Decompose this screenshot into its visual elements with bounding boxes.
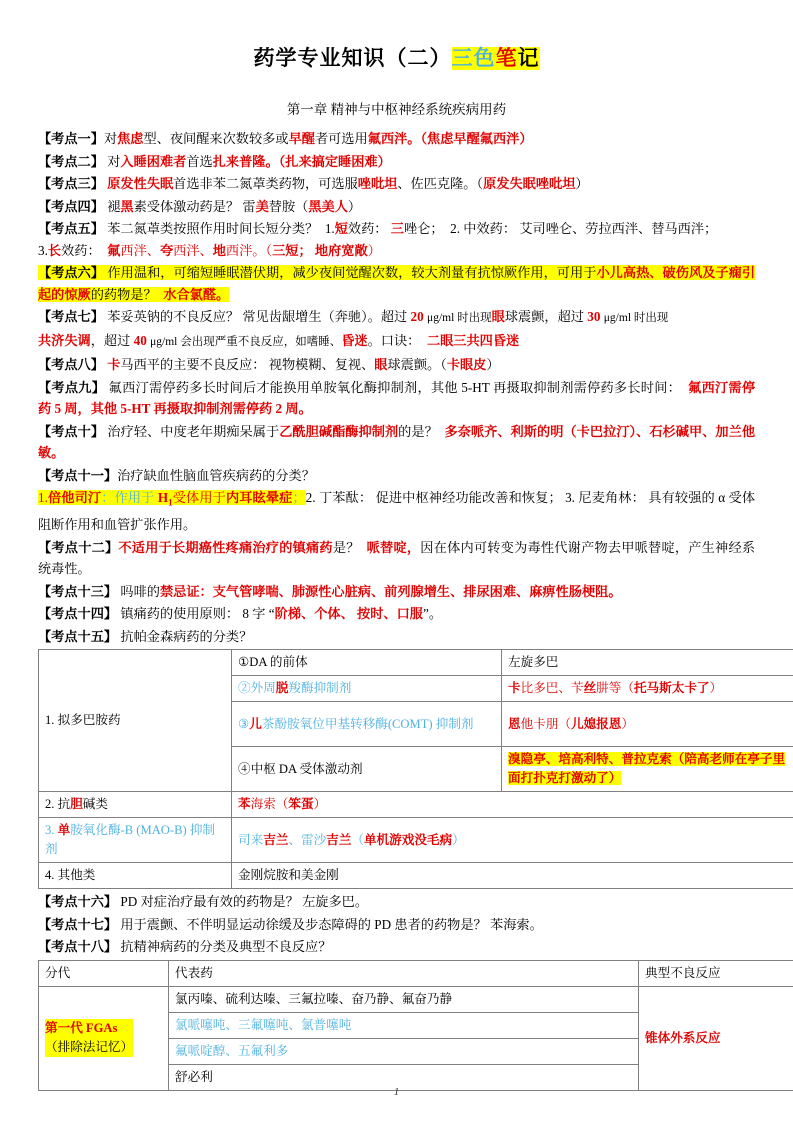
point-2-label: 【考点二】: [38, 153, 104, 169]
point-11: [38, 465, 755, 487]
point-8-text-c: ）: [486, 357, 500, 372]
point-11-text-d: 2. 丁苯酞： 促进中枢神经功能改善和恢复； 3. 尼麦角林： 具有较强的 α 受体阻断作用和血管扩张作用。: [38, 490, 756, 533]
point-7-label: 【考点七】: [38, 309, 104, 324]
t1-sub-2-a: ②外周: [238, 681, 276, 696]
point-11-sep: ；: [292, 490, 306, 505]
page-title: [0, 0, 793, 72]
point-5-em-e: 夸: [159, 242, 174, 258]
point-1-em-a: 焦虑: [117, 131, 144, 146]
point-5-text-i: ）: [367, 242, 381, 258]
point-11-drug: 倍他司汀: [47, 490, 102, 505]
t1-sub-3-em: 儿: [249, 716, 262, 731]
point-1-em-c: 氟西泮。（焦虑早醒氟西泮）: [367, 131, 533, 146]
t1-drug-3-c: ）: [621, 716, 634, 731]
point-1-text-a: 对: [103, 131, 118, 146]
title-accent-group: [452, 47, 540, 70]
t1-drug-6-mnemonic: 单机游戏没毛病: [363, 832, 453, 847]
point-15: [38, 626, 755, 648]
point-7-val-40: 40: [133, 332, 147, 348]
t1-sub-3-a: ③: [238, 716, 250, 731]
point-7-text-a: 苯妥英钠的不良反应？ 常见齿龈增生（奔驰）。超过: [107, 309, 408, 324]
t1-sub-3-b: 茶酚胺氧位甲基转移酶(COMT) 抑制剂: [261, 716, 474, 731]
point-3-em-a: 原发性失眠: [107, 176, 174, 191]
point-7: [38, 306, 755, 353]
point-6-em-a: 小儿高热、破伤风及子痫引起的惊厥: [38, 265, 756, 302]
t1-sub-2-em: 脱: [275, 681, 289, 696]
t2-drug-row-4: 舒必利: [169, 1064, 639, 1090]
point-11-receptor-letter: H: [157, 490, 169, 505]
point-6: [38, 262, 755, 305]
chapter-heading: 第一章 精神与中枢神经系统疾病用药: [286, 102, 507, 117]
point-10-em-b: 多奈哌齐、利斯的明（卡巴拉汀）、石杉碱甲、加兰他敏。: [38, 423, 756, 460]
title-accent-black: 记: [517, 47, 540, 70]
point-4-text-b: 素受体激动药是？ 雷: [133, 198, 256, 214]
t2-gen1-highlight: [45, 1019, 133, 1057]
point-10-text-b: 的是？: [398, 423, 438, 439]
t1-drug-7: 金刚烷胺和美金刚: [232, 863, 793, 889]
point-3-text-a: 首选非苯二氮䓬类药物，可选服: [173, 176, 358, 191]
point-13-label: 【考点十三】: [38, 583, 118, 599]
point-11-text-b: ：作用于: [101, 490, 155, 505]
point-4-text-c: 替胺（: [268, 198, 309, 214]
t1-drug-3-a: 恩: [508, 716, 521, 731]
t1-drug-3-mnemonic: 儿媳报恩: [570, 716, 622, 731]
point-5-text-d: 2. 中效药： 艾司唑仑、劳拉西泮、替马西泮；: [450, 221, 718, 236]
point-3-em-c: 原发失眠唑吡坦: [483, 176, 576, 191]
t1-category-maob: [39, 818, 232, 863]
point-11-receptor: [157, 490, 173, 508]
point-7-text-e: ，超过: [90, 332, 131, 348]
t1-drug-2-c: 丝: [583, 681, 597, 696]
point-7-text-g: 。口诀：: [367, 332, 421, 348]
point-11-indication: 内耳眩晕症: [225, 490, 293, 505]
point-12-em-a: 不适用于长期癌性疼痛治疗的镇痛药: [118, 539, 333, 555]
point-5-em-d: 氟: [107, 242, 121, 258]
t1-drug-5: [232, 792, 793, 818]
t1-drug-5-c: ）: [313, 797, 327, 812]
t1-cat-3-num: 3.: [45, 823, 58, 838]
point-3-em-b: 唑吡坦: [357, 176, 398, 191]
point-2-em-b: 扎来普隆。（扎来搞定睡困难）: [212, 153, 391, 169]
point-15-text-a: 抗帕金森病药的分类？: [120, 628, 253, 644]
t1-drug-6-e: （: [351, 832, 364, 847]
point-5-text-g: 西泮、: [173, 242, 213, 258]
title-accent-cyan: 三色: [451, 47, 496, 70]
point-7-text-f: μg/ml 会出现严重不良反应，如嗜睡、: [150, 335, 342, 348]
t1-drug-6-a: 司来: [238, 832, 264, 847]
point-11-highlight: [38, 490, 306, 508]
point-4-em-a: 黑: [120, 198, 134, 214]
point-14: [38, 603, 755, 625]
point-11-receptor-sub: 1: [168, 497, 173, 508]
point-16-label: 【考点十六】: [38, 894, 118, 910]
t1-drug-4-text: 溴隐亭、培高利特、普拉克索（陪高老师在亭子里面打扑克打激动了）: [508, 752, 786, 786]
t1-category-anticholinergic: [39, 792, 232, 818]
point-12-label: 【考点十二】: [38, 539, 119, 555]
point-9: [38, 377, 755, 420]
point-6-highlight: [38, 265, 755, 302]
point-7-em-c: 昏迷: [341, 332, 368, 348]
point-1-label: 【考点一】: [38, 131, 104, 146]
point-5-em-g: 三短； 地府宽敞: [272, 242, 368, 258]
point-14-text-b: ”。: [423, 606, 443, 622]
point-17: [38, 914, 755, 936]
point-5-text-b: 效药：: [347, 221, 388, 236]
point-6-label: 【考点六】: [38, 265, 105, 280]
point-5-text-e: 效药：: [61, 242, 101, 258]
point-9-text-a: 氟西汀需停药多长时间后才能换用单胺氧化酶抑制剂，其他 5-HT 再摄取抑制剂需停药多长时间：: [108, 379, 682, 395]
point-18-label: 【考点十八】: [38, 939, 118, 955]
point-8-label: 【考点八】: [38, 357, 104, 372]
t1-drug-6-b: 吉兰: [263, 832, 289, 847]
point-7-em-b: 共济失调: [38, 332, 91, 348]
t1-drug-1: 左旋多巴: [502, 650, 793, 676]
t2-generation-1: [39, 986, 169, 1090]
t2-drug-row-1: 氯丙嗪、硫利达嗪、三氟拉嗪、奋乃静、氟奋乃静: [169, 986, 639, 1012]
point-3-text-b: 、佐匹克隆。（: [397, 176, 484, 191]
point-15-label: 【考点十五】: [38, 628, 118, 644]
point-4-text-a: 褪: [107, 198, 121, 214]
point-11-detail: [38, 487, 755, 536]
point-5-label: 【考点五】: [38, 221, 104, 236]
point-12-em-b: 哌替啶，: [366, 539, 421, 555]
point-13: [38, 581, 755, 603]
table-row: [39, 960, 793, 986]
point-7-val-30: 30: [587, 309, 601, 324]
t2-header-drugs: 代表药: [169, 960, 639, 986]
point-16-text: PD 对症治疗最有效的药物是？ 左旋多巴。: [120, 894, 369, 910]
point-17-label: 【考点十七】: [38, 916, 118, 932]
point-9-em-a: 氟西汀需停药 5 周，其他 5-HT 再摄取抑制剂需停药 2 周。: [38, 379, 756, 416]
point-5-em-b: 三: [390, 221, 404, 236]
point-13-em-a: 禁忌证：支气管哮喘、肺源性心脏病、前列腺增生、排尿困难、麻痹性肠梗阻。: [159, 583, 622, 599]
document-body: [0, 128, 793, 1091]
antiparkinson-classification-table: [38, 649, 793, 889]
point-9-label: 【考点九】: [38, 379, 106, 395]
point-14-em-a: 阶梯、个体、 按时、口服: [274, 606, 423, 622]
t2-gen1-note: （排除法记忆）: [45, 1040, 134, 1055]
t1-drug-5-b: 海索（: [250, 797, 289, 812]
t1-category-other: 4. 其他类: [39, 863, 232, 889]
t1-drug-4: [502, 747, 793, 792]
point-4-em-b: 美: [255, 198, 269, 214]
point-3: [38, 173, 755, 195]
table-row: [39, 792, 793, 818]
point-8-text-a: 马西平的主要不良反应： 视物模糊、复视、: [120, 357, 375, 372]
t2-drug-row-2: 氯哌噻吨、三氟噻吨、氯普噻吨: [169, 1012, 639, 1038]
point-5-text-f: 西泮、: [120, 242, 160, 258]
point-10-em-a: 乙酰胆碱酯酶抑制剂: [279, 423, 399, 439]
point-10: [38, 421, 755, 464]
t1-drug-5-mnemonic: 笨蛋: [288, 797, 314, 812]
point-5-text-a: 苯二氮䓬类按照作用时间长短分类？: [107, 221, 319, 236]
point-13-text-a: 吗啡的: [120, 583, 160, 599]
point-5-num-1: 1.: [324, 221, 335, 236]
point-14-label: 【考点十四】: [38, 606, 118, 622]
point-11-text-a: 治疗缺血性脑血管疾病药的分类？: [117, 467, 315, 483]
point-2: [38, 151, 755, 173]
point-16: [38, 891, 755, 913]
point-6-em-b: 水合氯醛。: [163, 286, 230, 302]
point-2-em-a: 入睡困难者: [120, 153, 187, 169]
point-7-val-20: 20: [410, 309, 424, 324]
point-8: [38, 354, 755, 376]
t1-sub-4: ④中枢 DA 受体激动剂: [232, 747, 502, 792]
t1-drug-6-c: 、雷沙: [288, 832, 327, 847]
t1-category-dopaminergic: 1. 拟多巴胺药: [39, 650, 232, 792]
point-3-text-c: ）: [575, 176, 589, 191]
point-12: [38, 537, 755, 580]
point-7-mnemonic: 二眼三共四昏迷: [426, 332, 520, 348]
point-5: [38, 218, 755, 261]
point-5-em-a: 短: [334, 221, 348, 236]
point-4-label: 【考点四】: [38, 198, 104, 214]
table-row: [39, 650, 793, 676]
t1-drug-2-b: 比多巴、苄: [520, 681, 584, 696]
t1-sub-2-b: 羧酶抑制剂: [288, 681, 352, 696]
table-row: [39, 818, 793, 863]
point-11-num-1: 1.: [38, 490, 48, 505]
point-10-label: 【考点十】: [38, 423, 105, 439]
t1-drug-2-e: ）: [709, 681, 723, 696]
point-5-em-c: 长: [47, 242, 62, 258]
t1-drug-3: [502, 702, 793, 747]
point-5-text-h: 西泮。（: [225, 242, 273, 258]
table-row: [39, 863, 793, 889]
point-5-em-f: 地: [212, 242, 226, 258]
t1-cat-3-em: 单: [57, 823, 71, 838]
point-1: [38, 128, 755, 150]
t2-drug-row-3: 氟哌啶醇、五氟利多: [169, 1038, 639, 1064]
t2-adverse-text: 锥体外系反应: [645, 1030, 721, 1045]
table-row: [39, 986, 793, 1012]
t1-drug-3-b: 他卡朋（: [520, 716, 571, 731]
point-7-text-b: μg/ml 时出现: [427, 312, 492, 324]
point-4: [38, 196, 755, 218]
point-8-text-b: 球震颤。（: [387, 357, 447, 372]
t1-drug-2-d: 肼等（: [596, 681, 634, 696]
page-number: 1: [393, 1086, 400, 1098]
point-6-text-b: 的药物是？: [90, 286, 157, 302]
t1-sub-2: [232, 676, 502, 702]
t2-gen1-label: 第一代 FGAs: [45, 1021, 118, 1036]
point-8-em-b: 眼: [374, 357, 388, 372]
point-14-text-a: 镇痛药的使用原则： 8 字 “: [120, 606, 275, 622]
point-3-label: 【考点三】: [38, 176, 104, 191]
point-7-em-a: 眼: [491, 309, 505, 324]
point-12-text-b: 因在体内可转变为毒性代谢产物去甲哌替啶，产生神经系统毒性。: [38, 539, 756, 577]
point-6-text-a: 作用温和，可缩短睡眠潜伏期，减少夜间觉醒次数，较大剂量有抗惊厥作用，可用于: [107, 265, 597, 280]
point-12-text-a: 是？: [332, 539, 360, 555]
t1-drug-6-f: ）: [452, 832, 465, 847]
point-2-text-a: 对: [107, 153, 121, 169]
t1-cat-2-b: 碱类: [82, 797, 108, 812]
point-18: [38, 936, 755, 958]
point-8-em-a: 卡: [107, 357, 121, 372]
title-accent-red: 笔: [495, 47, 518, 70]
t2-header-adverse: 典型不良反应: [639, 960, 793, 986]
point-11-label: 【考点十一】: [38, 467, 118, 483]
point-17-text: 用于震颤、不伴明显运动徐缓及步态障碍的 PD 患者的药物是？ 苯海索。: [120, 916, 543, 932]
t2-header-generation: 分代: [39, 960, 169, 986]
t1-drug-2-mnemonic: 托马斯太卡了: [633, 681, 710, 696]
t1-cat-3-text: 胺氧化酶-B (MAO-B) 抑制剂: [45, 823, 216, 857]
point-5-num-3: 3.: [38, 242, 48, 258]
t1-drug-6-d: 吉兰: [326, 832, 352, 847]
point-1-text-b: 型、夜间醒来次数较多或: [143, 131, 289, 146]
t1-sub-1: ①DA 的前体: [232, 650, 502, 676]
t1-cat-2-em: 胆: [70, 797, 83, 812]
point-18-text: 抗精神病药的分类及典型不良反应？: [120, 939, 332, 955]
title-main: 药学专业知识（二）: [253, 47, 452, 70]
antipsychotic-classification-table: [38, 960, 793, 1091]
t1-cat-2-a: 2. 抗: [45, 797, 71, 812]
t1-sub-3: [232, 702, 502, 747]
point-10-text-a: 治疗轻、中度老年期痴呆属于: [107, 423, 280, 439]
point-1-em-b: 早醒: [288, 131, 315, 146]
point-8-em-c: 卡眼皮: [446, 357, 487, 372]
point-11-text-c: 受体用于: [172, 490, 226, 505]
t2-adverse-effect: [639, 986, 793, 1090]
point-4-text-d: ）: [347, 198, 362, 214]
t1-drug-5-a: 苯: [238, 797, 251, 812]
point-4-em-c: 黑美人: [308, 198, 348, 214]
point-7-text-c: 球震颤，超过: [504, 309, 584, 324]
t1-drug-6: [232, 818, 793, 863]
t1-drug-2-a: 卡: [508, 681, 521, 696]
point-7-text-d: μg/ml 时出现: [603, 312, 669, 324]
point-1-text-c: 者可选用: [314, 131, 368, 146]
point-2-text-b: 首选: [186, 153, 213, 169]
point-5-text-c: 唑仑；: [403, 221, 444, 236]
t1-drug-2: [502, 676, 793, 702]
